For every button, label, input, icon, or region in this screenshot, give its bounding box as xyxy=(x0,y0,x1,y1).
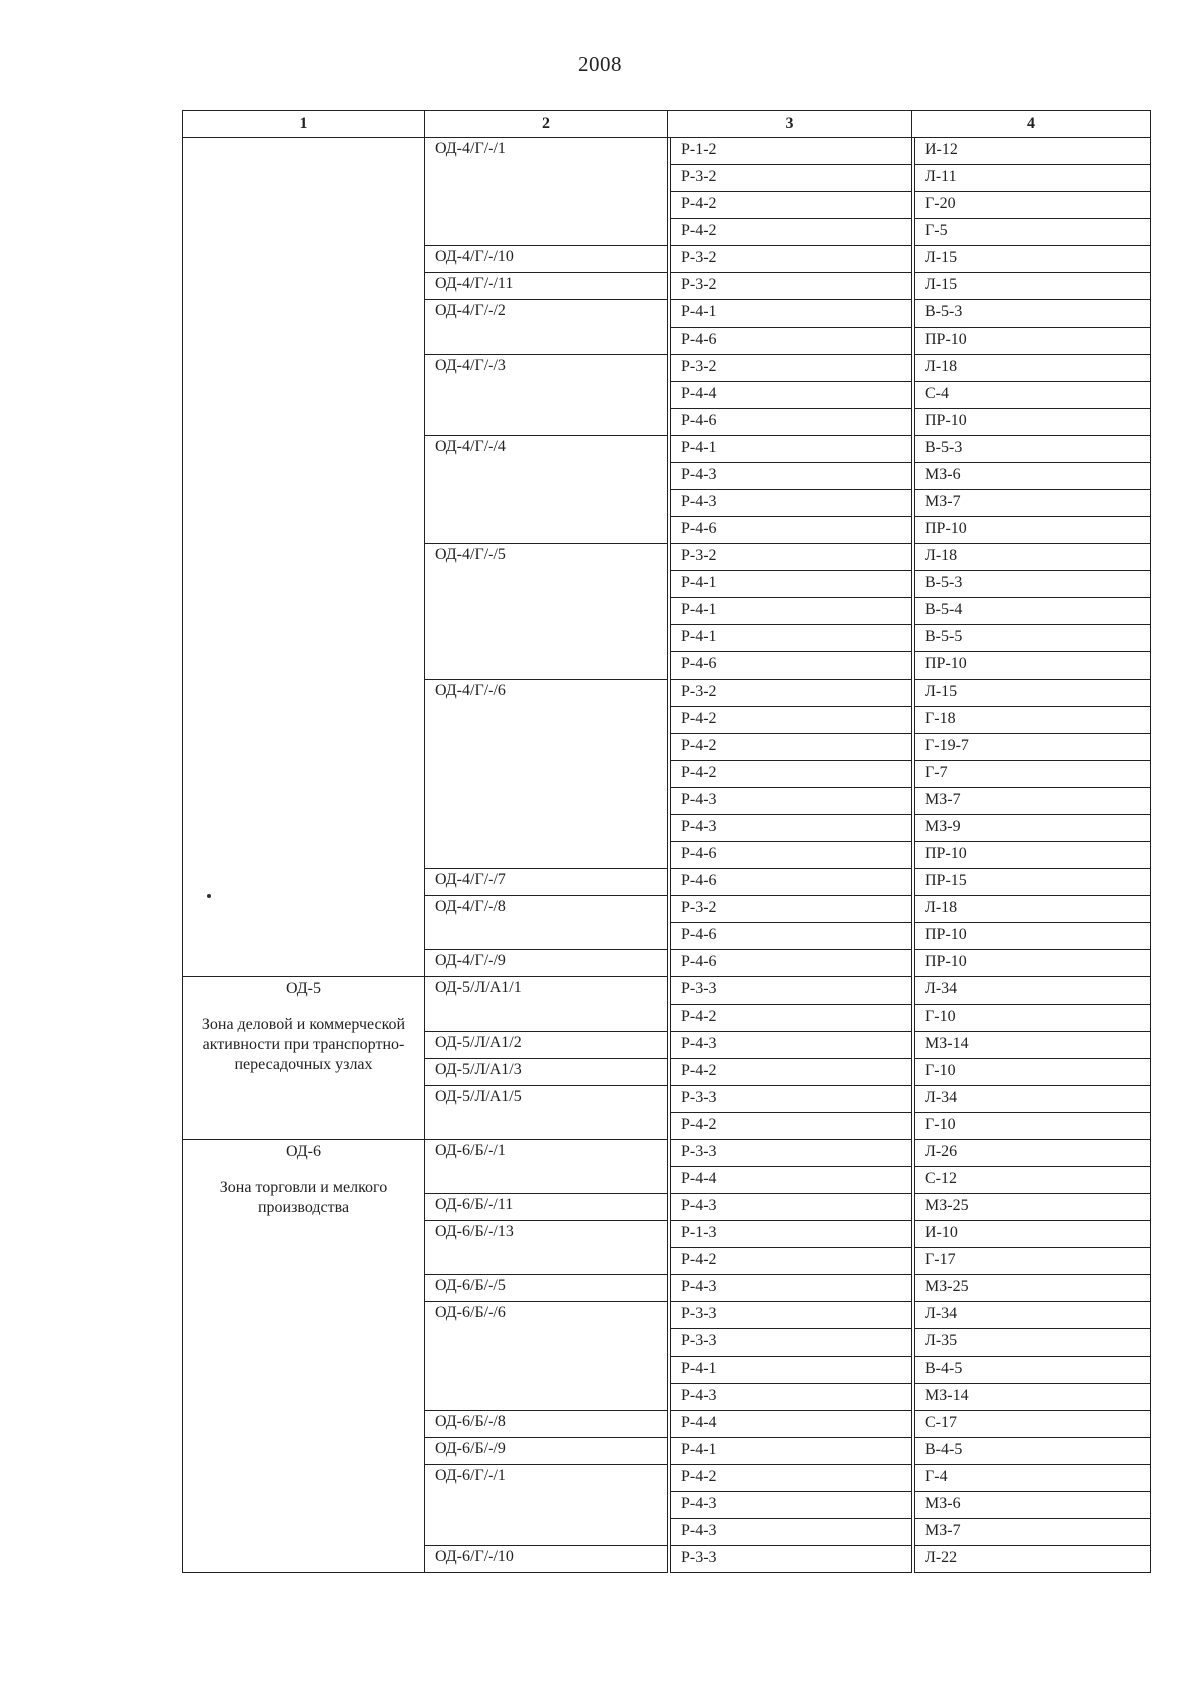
subzone-code: ОД-4/Г/-/9 xyxy=(425,950,668,977)
indicator-code: ПР-15 xyxy=(914,869,1151,896)
subzone-code: ОД-6/Б/-/11 xyxy=(425,1194,668,1221)
indicator-code: Г-10 xyxy=(914,1113,1151,1140)
indicator-code: Г-10 xyxy=(914,1059,1151,1086)
regulation-code: Р-4-4 xyxy=(670,382,912,409)
regulation-code: Р-3-3 xyxy=(670,1302,912,1329)
zoning-table xyxy=(182,110,1151,1573)
zone-code: ОД-5 xyxy=(286,980,321,998)
subzone-code: ОД-4/Г/-/10 xyxy=(425,246,668,273)
zone-name: Зона торговли и мелкого производства xyxy=(219,1178,388,1216)
regulation-code: Р-4-2 xyxy=(670,761,912,788)
indicator-code: Г-5 xyxy=(914,219,1151,246)
indicator-code: ПР-10 xyxy=(914,842,1151,869)
regulation-code: Р-4-3 xyxy=(670,1519,912,1546)
regulation-code: Р-3-2 xyxy=(670,896,912,923)
zone-cell xyxy=(182,138,425,977)
column-header-4: 4 xyxy=(912,110,1151,138)
indicator-code: МЗ-25 xyxy=(914,1194,1151,1221)
regulation-code: Р-3-3 xyxy=(670,977,912,1004)
indicator-code: В-5-5 xyxy=(914,625,1151,652)
subzone-code: ОД-6/Г/-/1 xyxy=(425,1465,668,1546)
subzone-code: ОД-6/Б/-/13 xyxy=(425,1221,668,1275)
indicator-code: Л-35 xyxy=(914,1329,1151,1356)
regulation-code: Р-4-2 xyxy=(670,1113,912,1140)
regulation-code: Р-4-6 xyxy=(670,652,912,679)
regulation-code: Р-4-3 xyxy=(670,1384,912,1411)
indicator-code: Г-20 xyxy=(914,192,1151,219)
indicator-code: Л-34 xyxy=(914,977,1151,1004)
indicator-code: МЗ-14 xyxy=(914,1384,1151,1411)
regulation-code: Р-4-1 xyxy=(670,571,912,598)
page-number: 2008 xyxy=(578,52,622,76)
regulation-code: Р-4-3 xyxy=(670,1492,912,1519)
regulation-code: Р-4-3 xyxy=(670,490,912,517)
subzone-code: ОД-4/Г/-/11 xyxy=(425,273,668,300)
indicator-code: Г-17 xyxy=(914,1248,1151,1275)
column-header-2: 2 xyxy=(425,110,668,138)
indicator-code: И-10 xyxy=(914,1221,1151,1248)
zone-code: ОД-6 xyxy=(286,1142,321,1160)
zone-cell xyxy=(182,977,425,1139)
indicator-code: В-5-4 xyxy=(914,598,1151,625)
subzone-code: ОД-4/Г/-/4 xyxy=(425,436,668,544)
subzone-code: ОД-6/Б/-/1 xyxy=(425,1140,668,1194)
subzone-code: ОД-5/Л/А1/3 xyxy=(425,1059,668,1086)
regulation-code: Р-4-1 xyxy=(670,1438,912,1465)
indicator-code: МЗ-9 xyxy=(914,815,1151,842)
regulation-code: Р-4-1 xyxy=(670,300,912,327)
regulation-code: Р-3-2 xyxy=(670,246,912,273)
regulation-code: Р-4-1 xyxy=(670,598,912,625)
regulation-code: Р-1-3 xyxy=(670,1221,912,1248)
regulation-code: Р-4-6 xyxy=(670,517,912,544)
subzone-code: ОД-5/Л/А1/2 xyxy=(425,1032,668,1059)
regulation-code: Р-3-2 xyxy=(670,165,912,192)
regulation-code: Р-4-2 xyxy=(670,192,912,219)
column-header-1: 1 xyxy=(182,110,425,138)
subzone-code: ОД-4/Г/-/6 xyxy=(425,680,668,870)
subzone-code: ОД-4/Г/-/7 xyxy=(425,869,668,896)
indicator-code: ПР-10 xyxy=(914,652,1151,679)
indicator-code: Л-26 xyxy=(914,1140,1151,1167)
regulation-code: Р-4-6 xyxy=(670,842,912,869)
indicator-code: ПР-10 xyxy=(914,409,1151,436)
regulation-code: Р-4-3 xyxy=(670,1194,912,1221)
indicator-code: ПР-10 xyxy=(914,923,1151,950)
indicator-code: Г-18 xyxy=(914,707,1151,734)
indicator-code: И-12 xyxy=(914,138,1151,165)
column-header-3: 3 xyxy=(668,110,912,138)
regulation-code: Р-4-6 xyxy=(670,328,912,355)
regulation-code: Р-4-2 xyxy=(670,1059,912,1086)
indicator-code: Г-4 xyxy=(914,1465,1151,1492)
regulation-code: Р-4-4 xyxy=(670,1411,912,1438)
indicator-code: Л-11 xyxy=(914,165,1151,192)
indicator-code: Л-34 xyxy=(914,1086,1151,1113)
indicator-code: С-17 xyxy=(914,1411,1151,1438)
indicator-code: В-4-5 xyxy=(914,1357,1151,1384)
subzone-code: ОД-6/Г/-/10 xyxy=(425,1546,668,1573)
regulation-code: Р-4-2 xyxy=(670,1248,912,1275)
regulation-code: Р-3-3 xyxy=(670,1086,912,1113)
indicator-code: ПР-10 xyxy=(914,950,1151,977)
subzone-code: ОД-4/Г/-/3 xyxy=(425,355,668,436)
indicator-code: Л-15 xyxy=(914,273,1151,300)
zone-cell xyxy=(182,1140,425,1573)
regulation-code: Р-3-3 xyxy=(670,1140,912,1167)
regulation-code: Р-3-3 xyxy=(670,1546,912,1573)
indicator-code: С-4 xyxy=(914,382,1151,409)
regulation-code: Р-3-2 xyxy=(670,680,912,707)
indicator-code: В-5-3 xyxy=(914,571,1151,598)
regulation-code: Р-4-3 xyxy=(670,1275,912,1302)
indicator-code: Г-19-7 xyxy=(914,734,1151,761)
stray-mark xyxy=(207,894,211,898)
subzone-code: ОД-6/Б/-/8 xyxy=(425,1411,668,1438)
regulation-code: Р-3-3 xyxy=(670,1329,912,1356)
regulation-code: Р-4-3 xyxy=(670,788,912,815)
indicator-code: Г-7 xyxy=(914,761,1151,788)
indicator-code: Л-18 xyxy=(914,896,1151,923)
indicator-code: ПР-10 xyxy=(914,517,1151,544)
regulation-code: Р-4-6 xyxy=(670,869,912,896)
regulation-code: Р-3-2 xyxy=(670,355,912,382)
subzone-code: ОД-6/Б/-/9 xyxy=(425,1438,668,1465)
subzone-code: ОД-4/Г/-/5 xyxy=(425,544,668,679)
regulation-code: Р-4-1 xyxy=(670,625,912,652)
zone-name: Зона деловой и коммерческой активности при транспортно-пересадочных узлах xyxy=(201,1016,406,1074)
regulation-code: Р-4-4 xyxy=(670,1167,912,1194)
indicator-code: МЗ-7 xyxy=(914,1519,1151,1546)
regulation-code: Р-4-3 xyxy=(670,815,912,842)
indicator-code: Л-22 xyxy=(914,1546,1151,1573)
subzone-code: ОД-6/Б/-/5 xyxy=(425,1275,668,1302)
indicator-code: Л-34 xyxy=(914,1302,1151,1329)
regulation-code: Р-4-3 xyxy=(670,463,912,490)
subzone-code: ОД-4/Г/-/1 xyxy=(425,138,668,246)
regulation-code: Р-4-6 xyxy=(670,923,912,950)
indicator-code: МЗ-14 xyxy=(914,1032,1151,1059)
regulation-code: Р-4-2 xyxy=(670,707,912,734)
indicator-code: МЗ-6 xyxy=(914,463,1151,490)
regulation-code: Р-4-6 xyxy=(670,950,912,977)
indicator-code: В-5-3 xyxy=(914,300,1151,327)
subzone-code: ОД-4/Г/-/2 xyxy=(425,300,668,354)
regulation-code: Р-4-2 xyxy=(670,1005,912,1032)
indicator-code: В-5-3 xyxy=(914,436,1151,463)
subzone-code: ОД-5/Л/А1/5 xyxy=(425,1086,668,1140)
subzone-code: ОД-5/Л/А1/1 xyxy=(425,977,668,1031)
regulation-code: Р-4-2 xyxy=(670,219,912,246)
indicator-code: МЗ-6 xyxy=(914,1492,1151,1519)
regulation-code: Р-4-1 xyxy=(670,1357,912,1384)
regulation-code: Р-4-3 xyxy=(670,1032,912,1059)
regulation-code: Р-4-2 xyxy=(670,1465,912,1492)
indicator-code: Л-18 xyxy=(914,355,1151,382)
indicator-code: МЗ-25 xyxy=(914,1275,1151,1302)
indicator-code: Л-18 xyxy=(914,544,1151,571)
regulation-code: Р-3-2 xyxy=(670,273,912,300)
subzone-code: ОД-4/Г/-/8 xyxy=(425,896,668,950)
indicator-code: МЗ-7 xyxy=(914,490,1151,517)
indicator-code: С-12 xyxy=(914,1167,1151,1194)
regulation-code: Р-4-6 xyxy=(670,409,912,436)
regulation-code: Р-3-2 xyxy=(670,544,912,571)
subzone-code: ОД-6/Б/-/6 xyxy=(425,1302,668,1410)
indicator-code: ПР-10 xyxy=(914,328,1151,355)
indicator-code: Л-15 xyxy=(914,680,1151,707)
regulation-code: Р-4-2 xyxy=(670,734,912,761)
regulation-code: Р-1-2 xyxy=(670,138,912,165)
indicator-code: Л-15 xyxy=(914,246,1151,273)
indicator-code: В-4-5 xyxy=(914,1438,1151,1465)
indicator-code: МЗ-7 xyxy=(914,788,1151,815)
regulation-code: Р-4-1 xyxy=(670,436,912,463)
indicator-code: Г-10 xyxy=(914,1005,1151,1032)
